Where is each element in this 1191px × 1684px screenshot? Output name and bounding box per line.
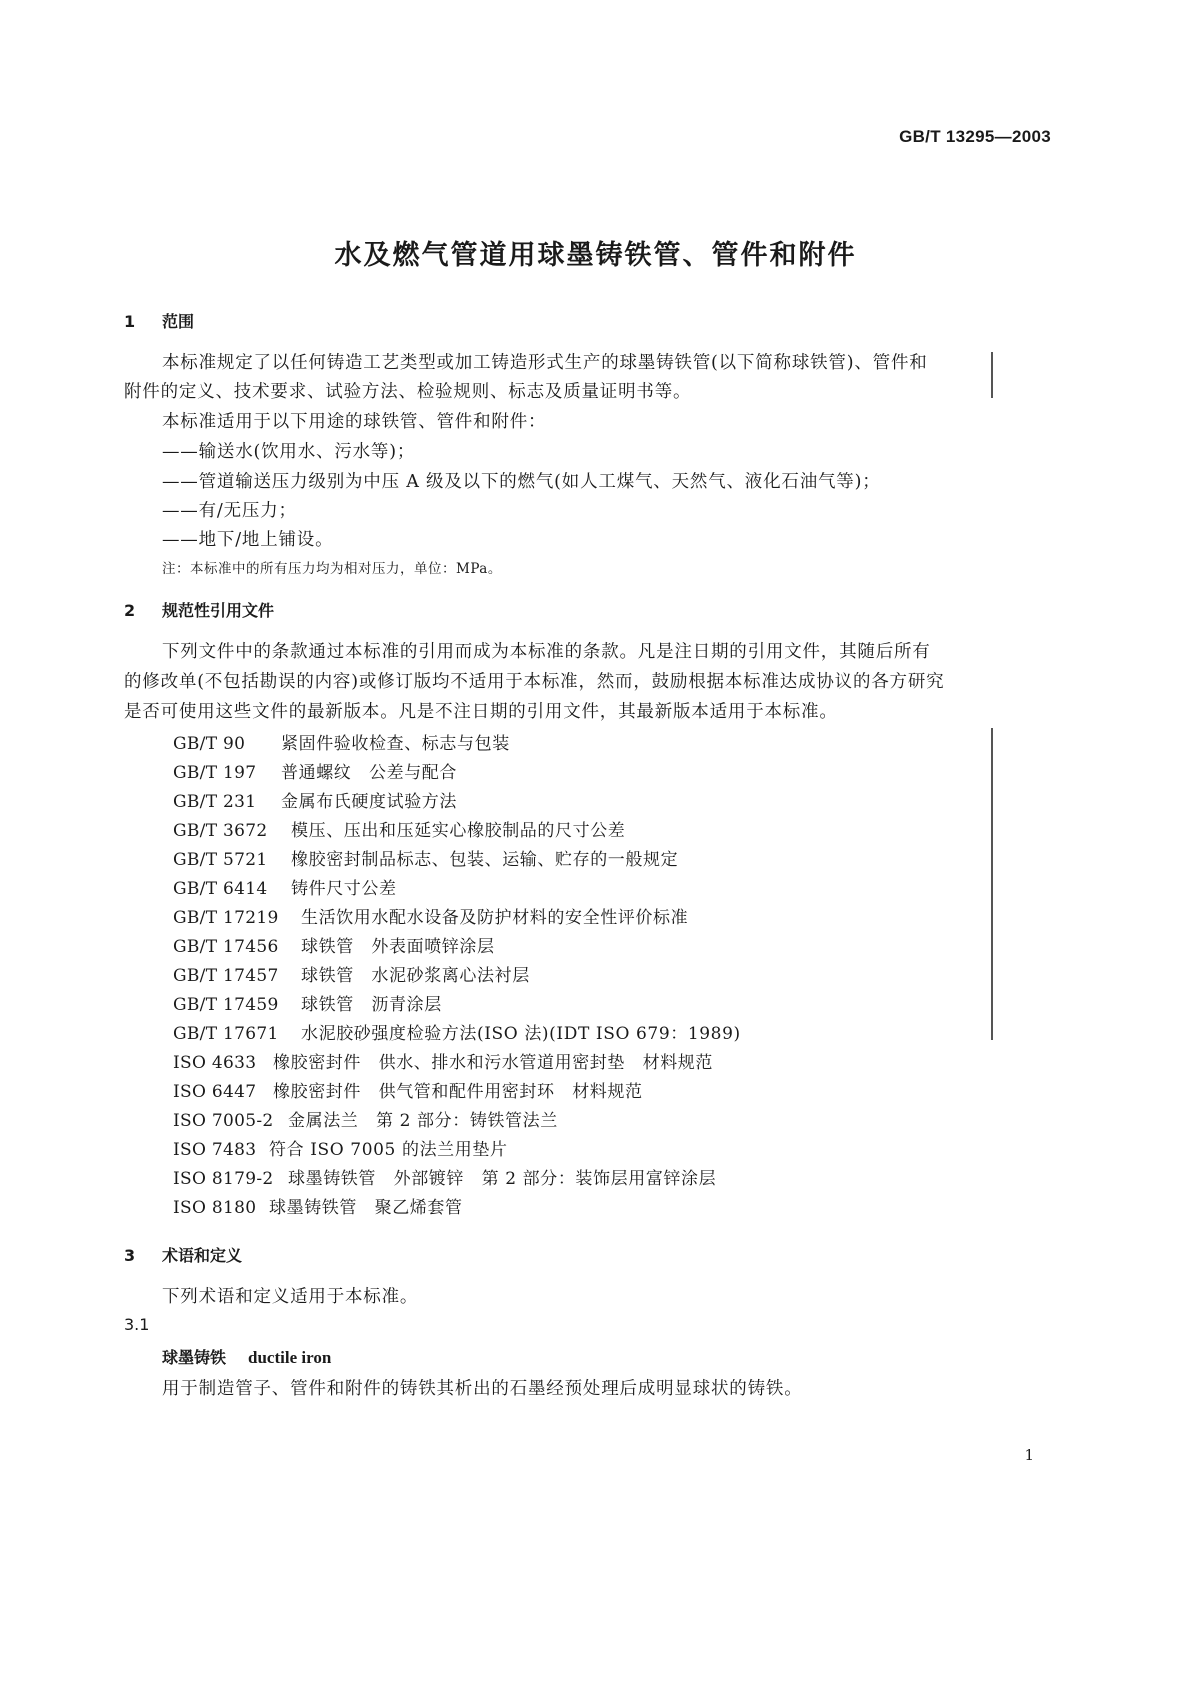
reference-item: [173, 729, 510, 754]
reference-code: GB/T 17456: [173, 937, 279, 957]
reference-item: [173, 787, 457, 812]
reference-title: 符合 ISO 7005 的法兰用垫片: [269, 1140, 508, 1160]
reference-item: [173, 961, 530, 986]
s1-paragraph-2: 本标准适用于以下用途的球铁管、管件和附件：: [162, 412, 547, 432]
reference-code: ISO 4633: [173, 1053, 257, 1073]
reference-item: [173, 903, 688, 928]
reference-title: 橡胶密封件 供气管和配件用密封环 材料规范: [273, 1082, 643, 1102]
reference-item: [173, 932, 495, 957]
reference-code: GB/T 231: [173, 792, 257, 812]
s2-paragraph-line-2: 的修改单(不包括勘误的内容)或修订版均不适用于本标准，然而，鼓励根据本标准达成协议的各方研究: [124, 672, 945, 692]
change-bar: [991, 728, 993, 1040]
reference-item: [173, 1135, 508, 1160]
s1-list-item: ——有/无压力；: [162, 501, 297, 521]
reference-code: ISO 7483: [173, 1140, 257, 1160]
reference-code: GB/T 17671: [173, 1024, 279, 1044]
section-2-heading: [124, 598, 274, 621]
reference-item: [173, 1193, 463, 1218]
reference-code: ISO 7005-2: [173, 1111, 274, 1131]
reference-title: 模压、压出和压延实心橡胶制品的尺寸公差: [291, 821, 626, 841]
reference-code: GB/T 3672: [173, 821, 268, 841]
document-title: 水及燃气管道用球墨铸铁管、管件和附件: [334, 240, 857, 271]
s2-paragraph-line-1: 下列文件中的条款通过本标准的引用而成为本标准的条款。凡是注日期的引用文件，其随后所有: [162, 642, 931, 662]
reference-item: [173, 816, 625, 841]
s1-paragraph-1-line-2: 附件的定义、技术要求、试验方法、检验规则、标志及质量证明书等。: [124, 382, 692, 402]
reference-code: GB/T 90: [173, 734, 246, 754]
reference-item: [173, 1019, 741, 1044]
reference-title: 橡胶密封制品标志、包装、运输、贮存的一般规定: [291, 850, 679, 870]
change-bar: [991, 352, 993, 398]
reference-title: 普通螺纹 公差与配合: [281, 763, 457, 783]
page-number: 1: [1024, 1446, 1034, 1464]
reference-title: 球铁管 水泥砂浆离心法衬层: [301, 966, 530, 986]
subsection-number: 3.1: [124, 1315, 150, 1334]
section-title: 术语和定义: [162, 1246, 243, 1265]
s3-paragraph: 下列术语和定义适用于本标准。: [162, 1287, 419, 1307]
reference-title: 生活饮用水配水设备及防护材料的安全性评价标准: [301, 908, 689, 928]
reference-code: GB/T 17219: [173, 908, 279, 928]
reference-title: 球墨铸铁管 外部镀锌 第 2 部分：装饰层用富锌涂层: [288, 1169, 717, 1189]
reference-item: [173, 874, 397, 899]
reference-item: [173, 1077, 643, 1102]
standard-code: GB/T 13295—2003: [899, 127, 1051, 146]
reference-item: [173, 758, 457, 783]
term-english: ductile iron: [248, 1348, 332, 1367]
s1-note: 注：本标准中的所有压力均为相对压力，单位：MPa。: [162, 561, 502, 577]
reference-code: GB/T 6414: [173, 879, 268, 899]
section-number: 1: [124, 312, 136, 331]
reference-title: 球铁管 沥青涂层: [301, 995, 442, 1015]
section-3-heading: [124, 1243, 242, 1266]
reference-item: [173, 990, 442, 1015]
reference-title: 紧固件验收检查、标志与包装: [281, 734, 510, 754]
reference-title: 球墨铸铁管 聚乙烯套管: [269, 1198, 463, 1218]
term-chinese: 球墨铸铁: [162, 1348, 227, 1367]
section-number: 2: [124, 601, 136, 620]
reference-code: ISO 6447: [173, 1082, 257, 1102]
section-title: 范围: [162, 312, 195, 331]
reference-title: 橡胶密封件 供水、排水和污水管道用密封垫 材料规范: [273, 1053, 713, 1073]
s1-list-item: ——输送水(饮用水、污水等)；: [162, 442, 416, 462]
reference-title: 球铁管 外表面喷锌涂层: [301, 937, 495, 957]
reference-code: ISO 8180: [173, 1198, 257, 1218]
reference-code: GB/T 5721: [173, 850, 268, 870]
s1-paragraph-1-line-1: 本标准规定了以任何铸造工艺类型或加工铸造形式生产的球墨铸铁管(以下简称球铁管)、管件和: [162, 353, 928, 373]
reference-title: 水泥胶砂强度检验方法(ISO 法)(IDT ISO 679：1989): [301, 1024, 741, 1044]
reference-code: ISO 8179-2: [173, 1169, 274, 1189]
section-number: 3: [124, 1246, 136, 1265]
s1-list-item: ——地下/地上铺设。: [162, 530, 334, 550]
reference-title: 金属法兰 第 2 部分：铸铁管法兰: [288, 1111, 558, 1131]
reference-item: [173, 845, 678, 870]
reference-code: GB/T 17457: [173, 966, 279, 986]
reference-title: 金属布氏硬度试验方法: [281, 792, 457, 812]
reference-code: GB/T 17459: [173, 995, 279, 1015]
reference-item: [173, 1164, 716, 1189]
section-title: 规范性引用文件: [162, 601, 275, 620]
reference-item: [173, 1106, 558, 1131]
s1-list-item: ——管道输送压力级别为中压 A 级及以下的燃气(如人工煤气、天然气、液化石油气等)；: [162, 472, 881, 492]
term-definition: 用于制造管子、管件和附件的铸铁其析出的石墨经预处理后成明显球状的铸铁。: [162, 1379, 803, 1399]
term-entry: [162, 1345, 331, 1368]
reference-item: [173, 1048, 713, 1073]
reference-title: 铸件尺寸公差: [291, 879, 397, 899]
s2-paragraph-line-3: 是否可使用这些文件的最新版本。凡是不注日期的引用文件，其最新版本适用于本标准。: [124, 702, 838, 722]
section-1-heading: [124, 309, 194, 332]
reference-code: GB/T 197: [173, 763, 257, 783]
